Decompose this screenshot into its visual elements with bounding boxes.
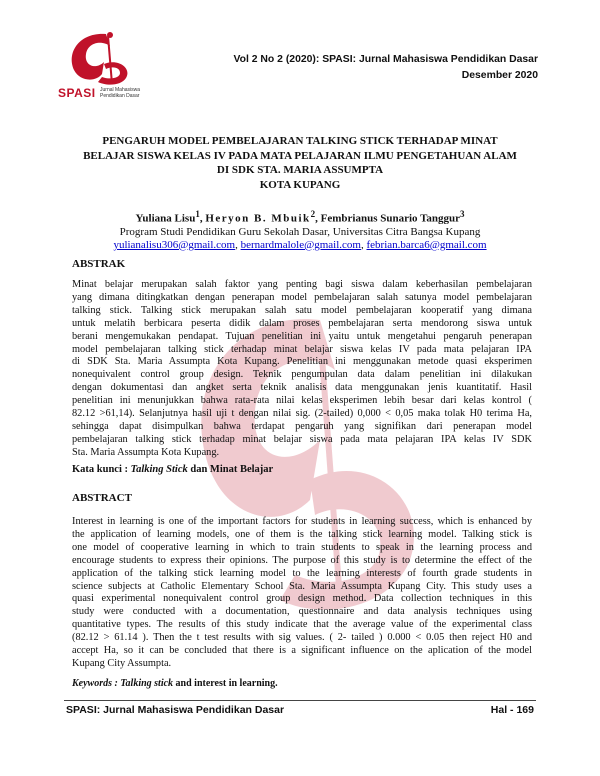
footer-divider [64,700,536,701]
title-line: DI SDK STA. MARIA ASSUMPTA [216,164,384,176]
text-line: quasi experimental nonequivalent control group design method. Data collection techniques in this [72,593,532,605]
author-2: Heryon B. Mbuik [205,212,311,225]
keywords-rest: and interest in learning. [175,678,278,689]
text-line: yang dimana ditingkatkan dengan penerapan model pembelajaran salah satunya model pembelajaran [72,291,532,303]
paper-title [60,134,540,192]
footer-journal: SPASI: Jurnal Mahasiswa Pendidikan Dasar [66,704,285,716]
abstrak-heading: ABSTRAK [72,258,126,270]
text-line: Kupang City Assumpta. [72,657,172,669]
text-line: pembelajaran talking stick terhadap minat belajar siswa pada mata pelajaran IPA kelas IV SDK [72,433,532,445]
author-names: Yuliana Lisu$^1$, Heryon B. Mbuik$^2$, Fembrianus Sunario Tanggur$^3$ [135,209,465,225]
journal-header [233,52,538,84]
logo-brand: SPASI [58,86,96,100]
text-line: di SDK Sta. Maria Assumpta Kota Kupang. Penelitian ini menggunakan metode quasi eksperimen [72,356,532,368]
author-block [60,208,540,252]
text-line: dengan dokumentasi dan angket serta teknik analisis data menggunakan jenis kuantitatif. Hasil [72,382,532,394]
text-line: the application of learning models, one of them is the talking stick learning model. Talking stick is [72,528,532,540]
text-line: nonequivalent control group design. Teknik pengumpulan data dalam penelitian ini dilakukan [72,369,532,381]
kata-kunci [72,464,273,475]
text-line: talking stick. Talking stick merupakan salah satu model pembelajaran kooperatif yang dimana [72,304,532,316]
affiliation: Program Studi Pendidikan Guru Sekolah Dasar, Universitas Citra Bangsa Kupang [119,225,481,238]
text-line: science subjects at Catholic Elementary School Sta. Maria Assumpta Kupang City. This study uses a [72,580,532,592]
author-3: Fembrianus Sunario Tanggur [320,212,461,225]
text-line: one model of cooperative learning in which to train students to speak in the learning process and [72,541,532,553]
footer-page: Hal - 169 [490,704,534,716]
text-line: sehingga dapat disimpulkan bahwa terdapat pengaruh yang signifikan dari penerapan model [72,420,532,432]
text-line: study were conducted with a documentation, questionnaire and data analysis techniques using [72,606,532,618]
title-line: KOTA KUPANG [259,178,341,191]
journal-date: Desember 2020 [461,70,538,81]
kata-kunci-value: Talking Stick [130,464,188,475]
author-1-sup: 1 [195,209,200,219]
title-line: BELAJAR SISWA KELAS IV PADA MATA PELAJARAN ILMU PENGETAHUAN ALAM [83,149,517,162]
title-line: PENGARUH MODEL PEMBELAJARAN TALKING STICK TERHADAP MINAT [102,135,498,147]
text-line: quantitative types. The results of this study indicate that the average value of the experimental class [72,619,532,631]
author-emails: yulianalisu306@gmail.com, bernardmalole@gmail.com, febrian.barca6@gmail.com [113,238,487,251]
text-line: (82.12 > 61.14 ). Then the t test results with sig values. ( 2- tailed ) 0.000 < 0.05 then reject H0 and [72,632,532,644]
abstract-heading: ABSTRACT [72,492,132,504]
text-line: application of the talking stick learning model to the learning interests of fourth grade students in [72,567,532,579]
kata-kunci-rest: dan Minat Belajar [190,464,274,475]
text-line: untuk melatih berbicara peserta didik dalam proses pembelajaran serta mendorong siswa untuk [72,317,532,329]
text-line: Interest in learning is one of the important factors for students in learning success, which is enhanced by [72,516,532,527]
spasi-logo-icon [58,30,146,86]
text-line: Sta. Maria Assumpta Kota Kupang. [72,446,220,458]
journal-line: Vol 2 No 2 (2020): SPASI: Jurnal Mahasiswa Pendidikan Dasar [233,54,538,65]
author-2-sup: 2 [310,209,316,219]
logo-sub-2: Pendidikan Dasar [100,93,140,99]
author-3-sup: 3 [460,209,465,219]
email-link-3[interactable]: febrian.barca6@gmail.com [366,238,487,251]
text-line: penelitian ini menunjukkan bahwa rata-rata nilai kelas eksperimen lebih besar dari kelas kontrol ( [72,395,532,407]
text-line: Minat belajar merupakan salah faktor yang penting bagi siswa dalam keberhasilan pembelajaran [72,279,532,290]
logo-sub-1: Jurnal Mahasiswa [100,87,141,93]
journal-logo [58,30,146,108]
abstrak-body [72,279,532,460]
keywords [72,678,278,689]
kata-kunci-label: Kata kunci : [72,464,129,475]
keywords-label: Keywords : [72,678,118,689]
text-line: model pembelajaran talking stick terhadap minat belajar siswa kelas IV pada mata pelajaran IPA [72,343,532,355]
text-line: berani mengemukakan pendapat. Tujuan penelitian ini yaitu untuk mengetahui pengaruh penerapan [72,330,532,342]
email-link-2[interactable]: bernardmalole@gmail.com [240,238,361,251]
author-1: Yuliana Lisu [135,212,196,225]
email-link-1[interactable]: yulianalisu306@gmail.com [113,238,236,251]
text-line: encourage students to express their opinions. The purpose of this study is to determine the effect of the [72,554,532,566]
abstract-body [72,516,532,671]
text-line: 82.12 >61,14). Selanjutnya hasil uji t dengan nilai sig. (2-tailed) 0,000 < 0,05 maka tolak H0 terima Ha, [72,408,532,420]
text-line: accept Ha, so it can be concluded that there is a significant influence on the aplication of the model [72,645,532,657]
keywords-value: Talking stick [120,678,174,689]
